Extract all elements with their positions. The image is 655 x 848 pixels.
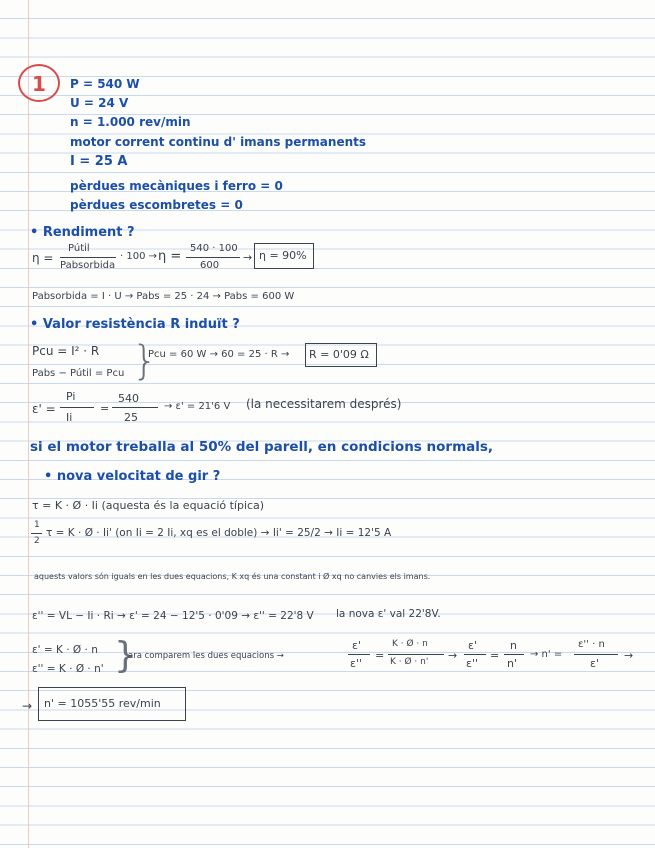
power-balance-eq: Pabs − Pútil = Pcu [32,368,125,379]
emf-frac-den: Ii [66,411,73,424]
emf-equation-b: ε'' = K · Ø · n' [32,663,104,675]
given-mech-losses: pèrdues mecàniques i ferro = 0 [70,179,283,193]
ratio2-num: K · Ø · n [392,639,428,649]
frac-values-num: 540 · 100 [190,243,238,254]
constants-note: aquests valors són iguals en les dues equacions, K xq és una constant i Ø xq no canvies els imans. [34,572,431,581]
ratio1-den: ε'' [350,657,362,670]
ratio2-den: K · Ø · n' [390,657,429,667]
ratio3-den: ε'' [466,657,478,670]
half-num: 1 [34,520,40,530]
given-motor-type: motor corrent continu d' imans permanents [70,135,366,149]
equals: = [490,649,500,662]
frac-values-den: 600 [200,260,220,271]
emf2-calc: ε'' = VL − Ii · Ri → ε' = 24 − 12'5 · 0'09 → ε'' = 22'8 V [32,610,314,622]
emf-frac-num: Pi [66,390,76,403]
problem-number: 1 [32,72,46,96]
section-title-resistance: • Valor resistència R induït ? [30,317,240,332]
emf-result: → ε' = 21'6 V [164,401,231,412]
times-100: · 100 → [120,251,158,262]
ratio4-den: n' [507,657,517,670]
fraction-line [464,654,486,655]
emf-frac2-den: 25 [124,411,138,424]
given-current: I = 25 A [70,154,128,169]
equals: = [375,649,385,662]
emf-equals: = [100,402,110,415]
fraction-line [112,407,158,408]
emf-frac2-num: 540 [118,392,139,405]
fraction-line [504,654,524,655]
brace: } [132,338,158,384]
fraction-line [348,654,370,655]
section-title-speed: • nova velocitat de gir ? [44,469,221,484]
frac-useful-power: Pútil [68,243,90,254]
emf-lhs: ε' = [32,402,56,416]
section-title-efficiency: • Rendiment ? [30,225,135,240]
emf-equation-a: ε' = K · Ø · n [32,644,98,656]
fraction-line [31,533,42,534]
fraction-line [574,654,618,655]
ratio5-den: ε' [590,657,599,670]
given-speed: n = 1.000 rev/min [70,115,191,129]
arrow: → [624,649,634,662]
eta-symbol: η = [32,251,54,265]
torque-eq-2: τ = K · Ø · Ii' (on Ii = 2 Ii, xq es el doble) → Ii' = 25/2 → Ii = 12'5 A [46,527,392,539]
fraction-line [186,257,240,258]
eta-symbol-2: η = [158,249,182,264]
emf2-note: la nova ε' val 22'8V. [336,608,441,620]
ratio3-num: ε' [468,639,477,652]
absorbed-power-calc: Pabsorbida = I · U → Pabs = 25 · 24 → Pabs = 600 W [32,291,295,302]
given-power: P = 540 W [70,77,140,91]
final-speed-result: n' = 1055'55 rev/min [44,697,161,710]
ratio4-num: n [510,639,517,652]
arrow: → [243,251,253,264]
fraction-line [388,654,444,655]
final-arrow: → [22,699,33,713]
given-voltage: U = 24 V [70,96,129,110]
speed-formula-lhs: → n' = [530,649,563,660]
fraction-line [60,407,94,408]
copper-loss-calc: Pcu = 60 W → 60 = 25 · R → [148,349,290,360]
compare-text: ara comparem les dues equacions → [128,651,284,661]
arrow: → [448,649,458,662]
ratio5-num: ε'' · n [578,639,605,650]
torque-eq-1: τ = K · Ø · Ii (aquesta és la equació típica) [32,499,265,512]
part2-heading: si el motor treballa al 50% del parell, en condicions normals, [30,439,494,455]
problem-number-circle [18,64,60,102]
resistance-result: R = 0'09 Ω [309,348,369,361]
copper-loss-eq: Pcu = I² · R [32,344,100,358]
emf-note: (la necessitarem després) [246,397,402,411]
brace: } [114,635,137,676]
half-den: 2 [34,536,40,546]
margin-line [28,0,29,848]
given-brush-losses: pèrdues escombretes = 0 [70,198,243,212]
ratio1-num: ε' [352,639,361,652]
fraction-line [60,257,116,258]
frac-absorbed-power: Pabsorbida [60,260,116,271]
efficiency-result: η = 90% [259,249,307,262]
